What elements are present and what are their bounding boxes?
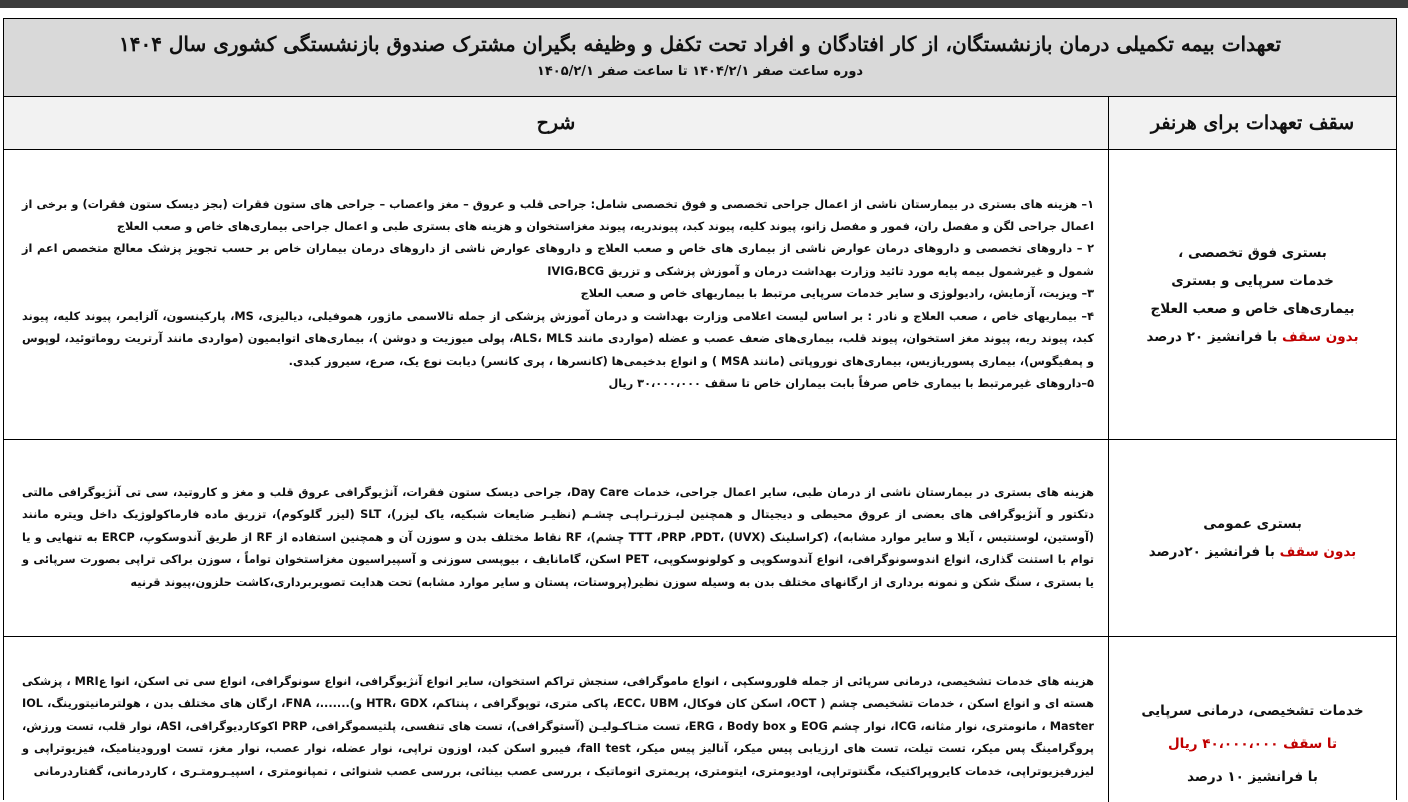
desc-cell <box>4 150 1108 439</box>
page-title: تعهدات بیمه تکمیلی درمان بازنشستگان، از کار افتادگان و افراد تحت تکفل و وظیفه بگیران مشترک صندوق بازنشستگی کشوری سال ۱۴۰۴ <box>118 32 1282 56</box>
period-subtitle: دوره ساعت صفر ۱۴۰۴/۲/۱ تا ساعت صفر ۱۴۰۵/۲/۱ <box>536 64 864 79</box>
header-cap: سقف تعهدات برای هرنفر <box>1108 97 1396 149</box>
table-title-block <box>4 19 1396 97</box>
cap-line: بستری فوق تخصصی ، <box>1178 244 1327 261</box>
table-row <box>4 637 1396 802</box>
table-row <box>4 150 1396 440</box>
cap-limit-highlight: تا سقف ۴۰،۰۰۰،۰۰۰ ریال <box>1167 736 1338 752</box>
desc-cell <box>4 440 1108 636</box>
cap-limit <box>1149 538 1356 566</box>
cap-limit-tail: با فرانشیز ۲۰ درصد <box>1146 328 1282 345</box>
desc-item: ۱– هزینه های بستری در بیمارستان ناشی از اعمال جراحی تخصصی و فوق تخصصی شامل: جراحی قلب و عروق – مغز واعصاب – جراحی های ستون فقرات (بجز دیسک ستون فقرات) و برخی از اعمال جراحی لگن و مفصل ران، فمور و مفصل زانو، پیوند کلیه، پیوند کبد، پیوندریه، پیوند مغزاستخوان و هزینه های بستری طبی و اعمال جراحی بیماری‌های خاص و صعب العلاج <box>22 197 1094 234</box>
cap-line: خدمات سرپایی و بستری <box>1171 272 1334 289</box>
cap-limit-after: با فرانشیز ۱۰ درصد <box>1187 769 1318 785</box>
coverage-table <box>3 18 1397 800</box>
desc-cell <box>4 637 1108 802</box>
cap-line: بیماری‌های خاص و صعب العلاج <box>1150 300 1355 317</box>
cap-line: خدمات تشخیصی، درمانی سرپایی <box>1141 703 1364 719</box>
window-top-bar <box>0 0 1408 8</box>
cap-line: بستری عمومی <box>1203 516 1302 532</box>
desc-item: هزینه های خدمات تشخیصی، درمانی سرپائی از جمله فلوروسکپی ، انواع ماموگرافی، سنجش تراکم استخوان، سایر انواع آنژیوگرافی، انواع سونوگرافی، انواع سی تی اسکن، انوا عMRI ، پزشکی هسته ای و انواع اسکن ، خدمات تشخیصی چشم ( OCT، اسکن کان فوکال، ECC، UBM، پاکی متری، توپوگرافی ، پنتاکم، HTR، GDX و).......، FNA، ارگان های مختلف بدن ، هولترمانیتورینگ، IOL Master ، مانومتری، نوار مثانه، ICG، نوار چشم EOG و ERG ، Body box، تست متـاکـولیـن (آستوگرافی)، تست های تنفسی، پلتیسموگرافی، PRP اکوکاردیوگرافی، ASI، نوار قلب، تست ورزش، پروگرامینگ پس میکر، تست تیلت، تست های ارزیابی پیس میکر، آنالیز پیس میکر، fall test، فیبرو اسکن کبد، اوزون تراپی، نوار عضله، نوار عصب، نوار مغز، تست اورودینامیک، فیزیوتراپی و لیزرفیزیوتراپی، خدمات کایروپراکتیک، مگنتوتراپی، اودیومتری، ایتومتری، پریمتری اتوماتیک ، بررسی عصب بینائی، بررسی عصب شنوائی ، تمپانومتری ، اسپیـرومتـری ، کاردرمانی، گفتاردرمانی <box>22 675 1095 778</box>
cap-limit-highlight: بدون سقف <box>1282 328 1359 345</box>
table-row <box>4 440 1396 637</box>
desc-item: ۴– بیماریهای خاص ، صعب العلاج و نادر : بر اساس لیست اعلامی وزارت بهداشت و درمان آموزش پزشکی از جمله تالاسمی ماژور، هموفیلی، دیالیزی، MS، پارکینسون، آلزایمر، پیوند کلیه، پیوند کبد، پیوند ریه، پیوند مغز استخوان، پیوند قلب، بیماری‌های ضعف عصب و عضله (مواردی مانند ALS، MLS، پولی میوزیت و دوشن )، بیماری‌های اتوایمیون (مواردی مانند آرتریت روماتوئید، لوپوس و پمفیگوس)، بیماری پسوریازیس، بیماری‌های نوروپاتی (مانند MSA ) و انواع بدخیمی‌ها (کانسرها ، پری کانسر) دیابت نوع یک، صرع، سیروز کبدی. <box>22 309 1094 368</box>
cap-limit <box>1146 323 1358 351</box>
desc-item: ۳– ویزیت، آزمایش، رادیولوژی و سایر خدمات سرپایی مرتبط با بیماریهای خاص و صعب العلاج <box>580 287 1094 301</box>
table-header-row <box>4 97 1396 150</box>
header-desc: شرح <box>536 112 576 134</box>
cap-cell <box>1108 440 1396 636</box>
cap-limit-tail: با فرانشیز ۲۰درصد <box>1148 544 1280 560</box>
desc-item: هزینه های بستری در بیمارستان ناشی از درمان طبی، سایر اعمال جراحی، خدمات Day Care، جراحی دیسک ستون فقرات، آنژیوگرافی عروق قلب و مغز و کاروتید، سی تی آنژیوگرافی مالتی دتکتور و آنژیوگرافی های بعضی از عروق محیطی و دیجیتال و همچنین لیـزرتـراپـی چشـم (نظیـر ضایعات شبکیه، یاک لیزر)، SLT (لیزر گلوکوم)، تزریق ماده فارماکولوژیک داخل ویتره مانند (آوستین، لوسنتیس ، آیلا و سایر موارد مشابه)، (کراسلینک TTT ،PRP ،PDT، (UVX) چشم)، RF نقاط مختلف بدن و سوزن آن و همچنین استفاده از RF از طریق آندوسکوپ، ERCP به تنهایی و یا توام با استنت گذاری، انواع اندوسونوگرافی، انواع آندوسکوپی و کولونوسکوپی، PET اسکن، گامانایف ، بیوپسی سوزنی و آسپیراسیون مغزاستخوان تواماً ، سوزن براکی تراپی بصورت سرپائی و یا بستری ، سنگ شکن و نمونه برداری از ارگانهای مختلف بدن به وسیله سوزن نظیر(پروستات، پستان و سایر موارد مشابه) تحت هدایت تصویربرداری،کاشت حلزون،پیوند قرنیه <box>22 485 1094 589</box>
desc-item: ۵–داروهای غیرمرتبط با بیماری خاص صرفاً بابت بیماران خاص تا سقف ۳۰،۰۰۰،۰۰۰ ریال <box>608 376 1094 390</box>
cap-cell <box>1108 637 1396 802</box>
cap-limit-highlight: بدون سقف <box>1279 544 1357 560</box>
desc-item: ۲ – داروهای تخصصی و داروهای درمان عوارض ناشی از بیماری های خاص و صعب العلاج و داروهای عوارض ناشی از داروهای درمان بیماران خاص بر حسب تجویز پزشک معالج متخصص اعم از شمول و غیرشمول بیمه پایه مورد تائید وزارت بهداشت درمان و آموزش پزشکی و تزریق IVIG،BCG <box>22 242 1094 278</box>
cap-cell <box>1108 150 1396 439</box>
